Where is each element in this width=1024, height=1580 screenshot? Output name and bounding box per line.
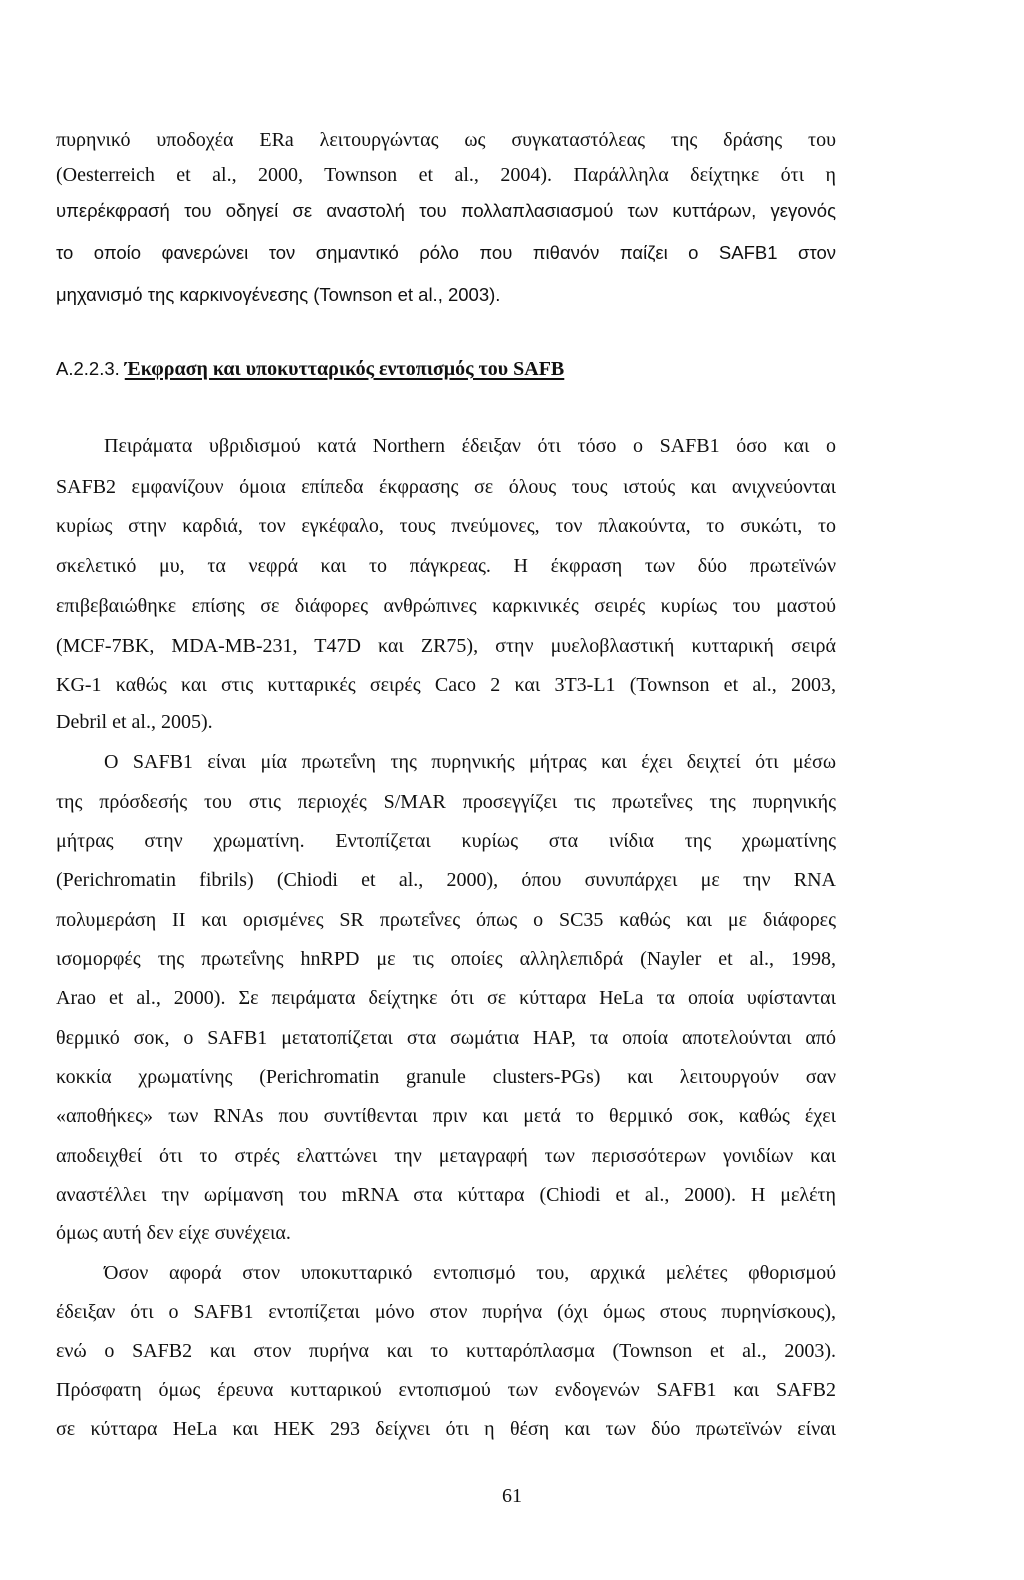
text-line: Debril et al., 2005). bbox=[56, 711, 213, 733]
text-line: της πρόσδεσής του στις περιοχές S/MAR προσεγγίζει τις πρωτεΐνες της πυρηνικής bbox=[56, 791, 836, 813]
text-line: έδειξαν ότι ο SAFB1 εντοπίζεται μόνο στον πυρήνα (όχι όμως στους πυρηνίσκους), bbox=[56, 1301, 836, 1323]
text-line: σε κύτταρα HeLa και HEK 293 δείχνει ότι η θέση και των δύο πρωτεϊνών είναι bbox=[56, 1418, 836, 1440]
text-line: το οποίο φανερώνει τον σημαντικό ρόλο που πιθανόν παίζει ο SAFB1 στον bbox=[56, 242, 836, 263]
text-line: «αποθήκες» των RNAs που συντίθενται πριν και μετά το θερμικό σοκ, καθώς έχει bbox=[56, 1105, 836, 1127]
text-line: μήτρας στην χρωματίνη. Εντοπίζεται κυρίως στα ινίδια της χρωματίνης bbox=[56, 830, 836, 852]
text-line: Ο SAFB1 είναι μία πρωτεΐνη της πυρηνικής μήτρας και έχει δειχτεί ότι μέσω bbox=[104, 751, 836, 773]
text-line: Όσον αφορά στον υποκυτταρικό εντοπισμό του, αρχικά μελέτες φθορισμού bbox=[104, 1262, 836, 1284]
text-line: KG-1 καθώς και στις κυτταρικές σειρές Caco 2 και 3T3-L1 (Townson et al., 2003, bbox=[56, 674, 836, 696]
text-line: SAFB2 εμφανίζουν όμοια επίπεδα έκφρασης σε όλους τους ιστούς και ανιχνεύονται bbox=[56, 476, 836, 498]
text-line: (MCF-7BK, MDA-MB-231, T47D και ZR75), στην μυελοβλαστική κυτταρική σειρά bbox=[56, 635, 836, 657]
text-line: (Perichromatin fibrils) (Chiodi et al., 2000), όπου συνυπάρχει με την RNA bbox=[56, 869, 836, 891]
text-line: επιβεβαιώθηκε επίσης σε διάφορες ανθρώπινες καρκινικές σειρές κυρίως του μαστού bbox=[56, 595, 836, 617]
section-heading bbox=[56, 356, 564, 382]
text-line: θερμικό σοκ, ο SAFB1 μετατοπίζεται στα σωμάτια HAP, τα οποία αποτελούνται από bbox=[56, 1027, 836, 1049]
text-line: αναστέλλει την ωρίμανση του mRNA στα κύτταρα (Chiodi et al., 2000). Η μελέτη bbox=[56, 1184, 836, 1206]
text-line: κοκκία χρωματίνης (Perichromatin granule clusters-PGs) και λειτουργούν σαν bbox=[56, 1066, 836, 1088]
text-line: μηχανισμό της καρκινογένεσης (Townson et al., 2003). bbox=[56, 284, 501, 305]
text-line: κυρίως στην καρδιά, τον εγκέφαλο, τους πνεύμονες, τον πλακούντα, το συκώτι, το bbox=[56, 515, 836, 537]
text-line: όμως αυτή δεν είχε συνέχεια. bbox=[56, 1222, 291, 1244]
text-line: ισομορφές της πρωτεΐνης hnRPD με τις οποίες αλληλεπιδρά (Nayler et al., 1998, bbox=[56, 948, 836, 970]
text-line: υπερέκφρασή του οδηγεί σε αναστολή του πολλαπλασιασμού των κυττάρων, γεγονός bbox=[56, 200, 836, 221]
section-number: A.2.2.3. bbox=[56, 358, 120, 379]
text-line: Arao et al., 2000). Σε πειράματα δείχτηκε ότι σε κύτταρα HeLa τα οποία υφίστανται bbox=[56, 987, 836, 1009]
text-line: ενώ ο SAFB2 και στον πυρήνα και το κυτταρόπλασμα (Townson et al., 2003). bbox=[56, 1340, 836, 1362]
text-line: Πρόσφατη όμως έρευνα κυτταρικού εντοπισμού των ενδογενών SAFB1 και SAFB2 bbox=[56, 1379, 836, 1401]
page-number: 61 bbox=[502, 1485, 522, 1507]
text-line: σκελετικό μυ, τα νεφρά και το πάγκρεας. Η έκφραση των δύο πρωτεϊνών bbox=[56, 555, 836, 577]
text-line: πυρηνικό υποδοχέα ERa λειτουργώντας ως συγκαταστόλεας της δράσης του bbox=[56, 129, 836, 151]
text-line: αποδειχθεί ότι το στρές ελαττώνει την μεταγραφή των περισσότερων γονιδίων και bbox=[56, 1145, 836, 1167]
text-line: πολυμεράση II και ορισμένες SR πρωτεΐνες όπως ο SC35 καθώς και με διάφορες bbox=[56, 909, 836, 931]
text-line: Πειράματα υβριδισμού κατά Northern έδειξαν ότι τόσο ο SAFB1 όσο και ο bbox=[104, 435, 836, 457]
section-title: Έκφραση και υποκυτταρικός εντοπισμός του SAFB bbox=[124, 358, 565, 380]
text-line: (Oesterreich et al., 2000, Townson et al., 2004). Παράλληλα δείχτηκε ότι η bbox=[56, 164, 836, 186]
